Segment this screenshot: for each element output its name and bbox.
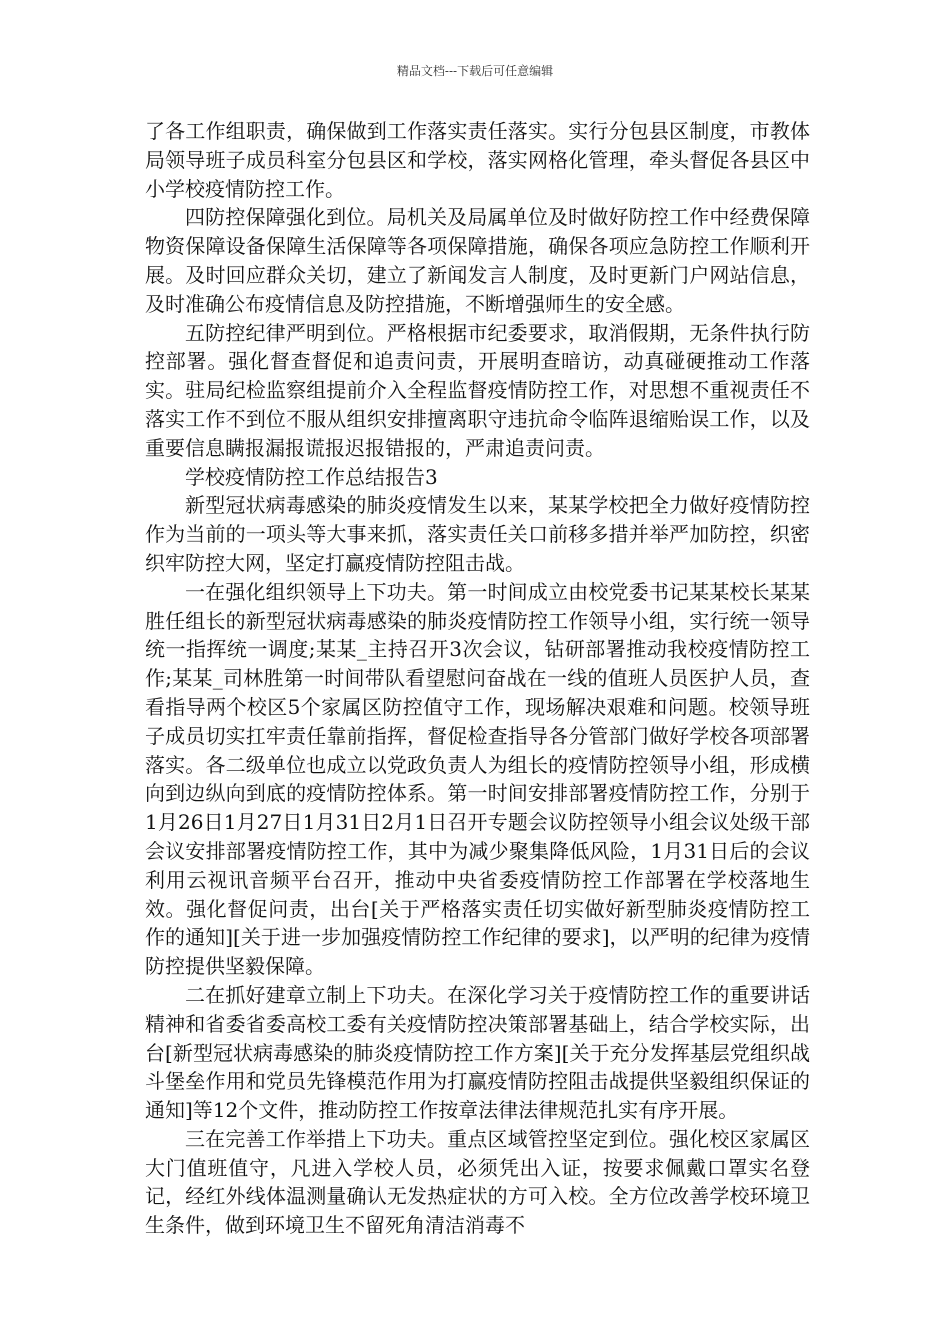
paragraph-measures: 三在完善工作举措上下功夫。重点区域管控坚定到位。强化校区家属区大门值班值守，凡进入学校人员，必须凭出入证，按要求佩戴口罩实名登记，经红外线体温测量确认无发热症状的方可入校。全方位改善学校环境卫生条件，做到环境卫生不留死角清洁消毒不 <box>145 1126 810 1238</box>
document-body <box>145 117 810 1240</box>
paragraph-continuation: 了各工作组职责，确保做到工作落实责任落实。实行分包县区制度，市教体局领导班子成员科室分包县区和学校，落实网格化管理，牵头督促各县区中小学校疫情防控工作。 <box>145 119 810 201</box>
paragraph-protection-guarantee: 四防控保障强化到位。局机关及局属单位及时做好防控工作中经费保障物资保障设备保障生活保障等各项保障措施，确保各项应急防控工作顺利开展。及时回应群众关切，建立了新闻发言人制度，及时更新门户网站信息，及时准确公布疫情信息及防控措施，不断增强师生的安全感。 <box>145 205 810 316</box>
section-title: 学校疫情防控工作总结报告3 <box>185 464 438 489</box>
paragraph-organization: 一在强化组织领导上下功夫。第一时间成立由校党委书记某某校长某某胜任组长的新型冠状病毒感染的肺炎疫情防控工作领导小组，实行统一领导统一指挥统一调度;某某_主持召开3次会议，钻研部署推动我校疫情防控工作;某某_司林胜第一时间带队看望慰问奋战在一线的值班人员医护人员，查看指导两个校区5个家属区防控值守工作，现场解决艰难和问题。校领导班子成员切实扛牢责任靠前指挥，督促检查指导各分管部门做好学校各项部署落实。各二级单位也成立以党政负责人为组长的疫情防控领导小组，形成横向到边纵向到底的疫情防控体系。第一时间安排部署疫情防控工作，分别于1月26日1月27日1月31日2月1日召开专题会议防控领导小组会议处级干部会议安排部署疫情防控工作，其中为减少聚集降低风险，1月31日后的会议利用云视讯音频平台召开，推动中央省委疫情防控工作部署在学校落地生效。强化督促问责，出台[关于严格落实责任切实做好新型肺炎疫情防控工作的通知][关于进一步加强疫情防控工作纪律的要求]，以严明的纪律为疫情防控提供坚毅保障。 <box>145 579 810 979</box>
paragraph-discipline: 五防控纪律严明到位。严格根据市纪委要求，取消假期，无条件执行防控部署。强化督查督促和追责问责，开展明查暗访，动真碰硬推动工作落实。驻局纪检监察组提前介入全程监督疫情防控工作，对思想不重视责任不落实工作不到位不服从组织安排擅离职守违抗命令临阵退缩贻误工作，以及重要信息瞒报漏报谎报迟报错报的，严肃追责问责。 <box>145 320 810 460</box>
paragraph-regulations: 二在抓好建章立制上下功夫。在深化学习关于疫情防控工作的重要讲话精神和省委省委高校工委有关疫情防控决策部署基础上，结合学校实际，出台[新型冠状病毒感染的肺炎疫情防控工作方案][关于充分发挥基层党组织战斗堡垒作用和党员先锋模范作用为打赢疫情防控阻击战提供坚毅组织保证的通知]等12个文件，推动防控工作按章法律法律规范扎实有序开展。 <box>145 982 810 1123</box>
page-header: 精品文档---下载后可任意编辑 <box>396 64 554 78</box>
paragraph-intro: 新型冠状病毒感染的肺炎疫情发生以来，某某学校把全力做好疫情防控作为当前的一项头等大事来抓，落实责任关口前移多措并举严加防控，织密织牢防控大网，坚定打赢疫情防控阻击战。 <box>145 493 810 575</box>
